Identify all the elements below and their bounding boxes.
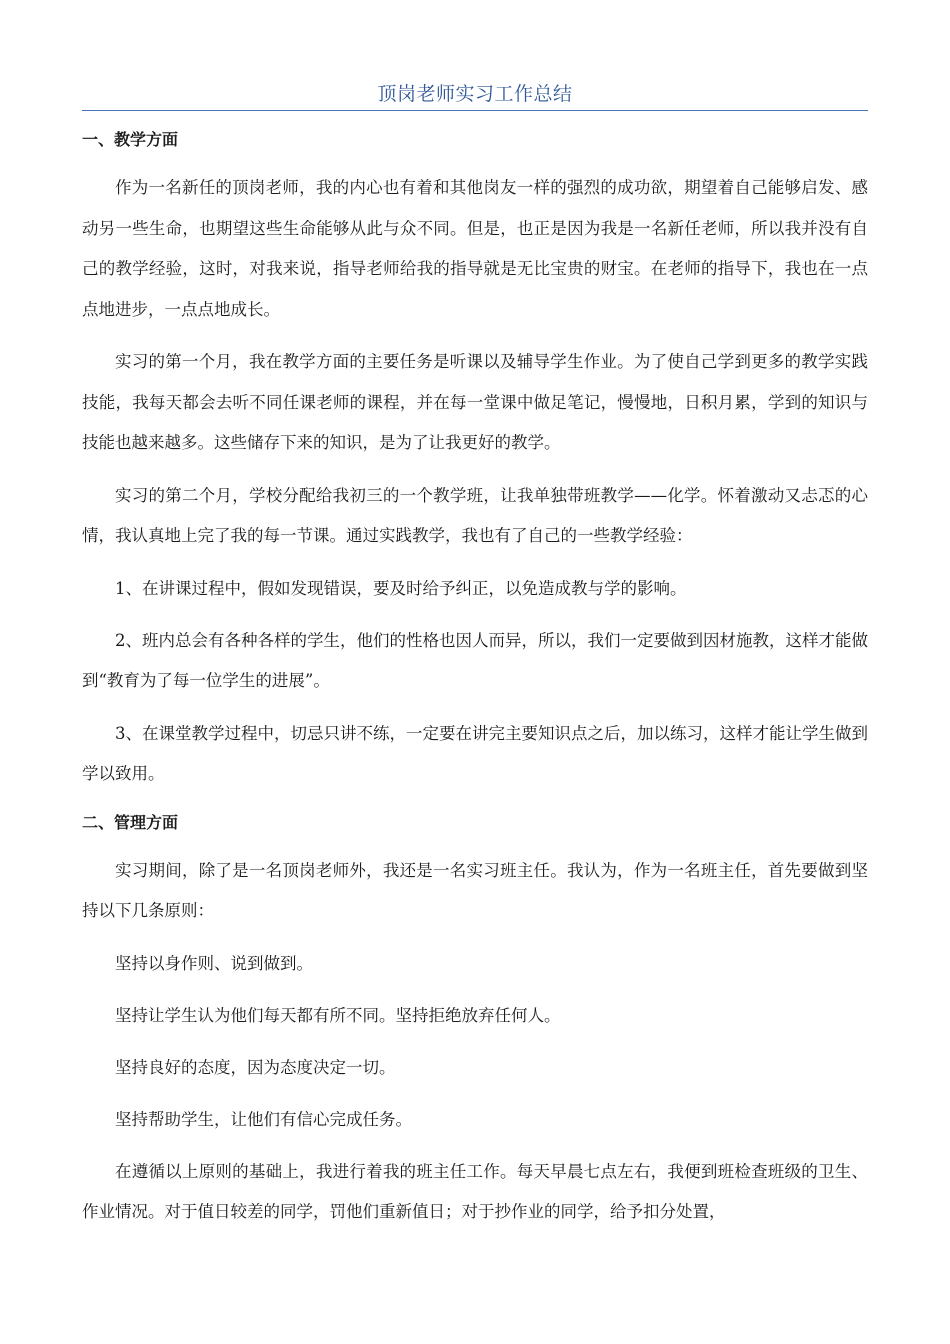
section-heading-teaching: 一、教学方面	[82, 130, 179, 149]
paragraph: 实习期间，除了是一名顶岗老师外，我还是一名实习班主任。我认为，作为一名班主任，首先要做到坚持以下几条原则：	[82, 860, 868, 920]
paragraph: 作为一名新任的顶岗老师，我的内心也有着和其他岗友一样的强烈的成功欲，期望着自己能够启发、感动另一些生命，也期望这些生命能够从此与众不同。但是，也正是因为我是一名新任老师，所以我并没有自己的教学经验，这时，对我来说，指导老师给我的指导就是无比宝贵的财宝。在老师的指导下，我也在一点点地进步，一点点地成长。	[82, 178, 868, 319]
principle-item: 坚持以身作则、说到做到。	[115, 953, 313, 973]
paragraph: 在遵循以上原则的基础上，我进行着我的班主任工作。每天早晨七点左右，我便到班检查班级的卫生、作业情况。对于值日较差的同学，罚他们重新值日；对于抄作业的同学，给予扣分处置，	[82, 1161, 868, 1221]
title-underline	[82, 110, 868, 111]
document-title: 顶岗老师实习工作总结	[377, 83, 573, 105]
document-body	[82, 124, 868, 1245]
principle-item: 坚持帮助学生，让他们有信心完成任务。	[115, 1109, 412, 1129]
list-item-paragraph: 3、在课堂教学过程中，切忌只讲不练，一定要在讲完主要知识点之后，加以练习，这样才能让学生做到学以致用。	[82, 723, 868, 783]
section-heading-management: 二、管理方面	[82, 812, 179, 832]
principle-item: 坚持让学生认为他们每天都有所不同。坚持拒绝放弃任何人。	[115, 1005, 561, 1025]
paragraph: 实习的第一个月，我在教学方面的主要任务是听课以及辅导学生作业。为了使自己学到更多的教学实践技能，我每天都会去听不同任课老师的课程，并在每一堂课中做足笔记，慢慢地，日积月累，学到的知识与技能也越来越多。这些储存下来的知识，是为了让我更好的教学。	[82, 352, 868, 452]
list-item-paragraph: 1、在讲课过程中，假如发现错误，要及时给予纠正，以免造成教与学的影响。	[115, 578, 687, 598]
principle-item: 坚持良好的态度，因为态度决定一切。	[115, 1057, 396, 1077]
list-item-paragraph: 2、班内总会有各种各样的学生，他们的性格也因人而异，所以，我们一定要做到因材施教，这样才能做到“教育为了每一位学生的进展”。	[82, 630, 868, 690]
paragraph: 实习的第二个月，学校分配给我初三的一个教学班，让我单独带班教学——化学。怀着激动又忐忑的心情，我认真地上完了我的每一节课。通过实践教学，我也有了自己的一些教学经验：	[82, 485, 868, 545]
